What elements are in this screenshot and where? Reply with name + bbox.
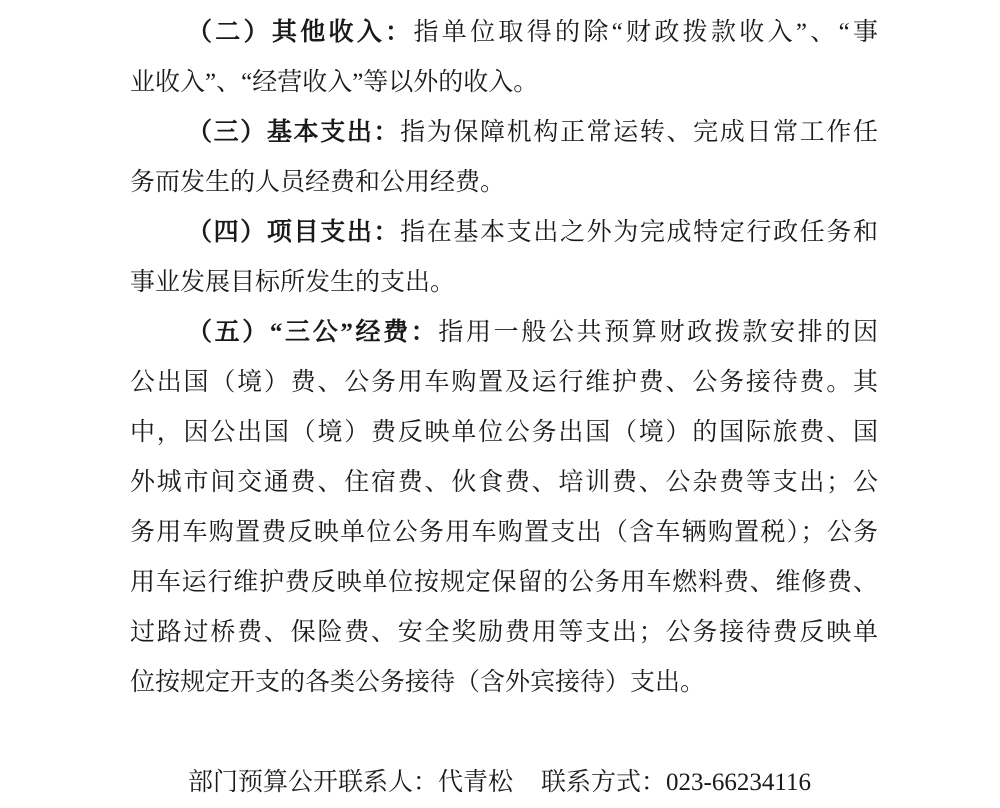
doc-line [130,8,878,58]
contact-line [130,758,878,808]
section-label-three-public-funds: （五）“三公”经费： [187,319,439,346]
phone-label: 联系方式： [541,769,667,796]
doc-line-text: 外城市间交通费、住宿费、伙食费、培训费、公杂费等支出；公 [130,469,878,496]
doc-line [130,408,878,458]
doc-line [130,208,878,258]
doc-line-text: 用车运行维护费反映单位按规定保留的公务用车燃料费、维修费、 [130,569,878,596]
doc-line [130,158,878,208]
doc-line [130,558,878,608]
doc-line-text: 过路过桥费、保险费、安全奖励费用等支出；公务接待费反映单 [130,619,878,646]
doc-line [130,608,878,658]
section-label-project-expenditure: （四）项目支出： [187,219,401,246]
doc-line [130,58,878,108]
doc-line-text: 务用车购置费反映单位公务用车购置支出（含车辆购置税）；公务 [130,519,878,546]
doc-line [130,308,878,358]
doc-line-text: 务而发生的人员经费和公用经费。 [130,169,506,196]
doc-line-text: 中，因公出国（境）费反映单位公务出国（境）的国际旅费、国 [130,419,878,446]
doc-line-text: 事业发展目标所发生的支出。 [130,269,456,296]
phone-number: 023-66234116 [666,769,811,796]
doc-line [130,458,878,508]
doc-line-text: 业收入”、“经营收入”等以外的收入。 [130,69,539,96]
doc-line-text: 位按规定开支的各类公务接待（含外宾接待）支出。 [130,669,706,696]
doc-line-text: 公出国（境）费、公务用车购置及运行维护费、公务接待费。其 [130,369,878,396]
contact-name: 代青松 [438,769,514,796]
doc-line-text: 指单位取得的除“财政拨款收入”、“事 [413,19,878,46]
blank-line [130,708,878,758]
doc-line [130,108,878,158]
doc-line [130,258,878,308]
doc-line [130,358,878,408]
doc-line-text: 指为保障机构正常运转、完成日常工作任 [400,119,878,146]
doc-line-text: 指在基本支出之外为完成特定行政任务和 [400,219,878,246]
section-label-other-income: （二）其他收入： [187,19,414,46]
text-block [130,8,878,808]
doc-line [130,508,878,558]
contact-label: 部门预算公开联系人： [188,769,439,796]
section-label-basic-expenditure: （三）基本支出： [187,119,401,146]
doc-line [130,658,878,708]
doc-line-text: 指用一般公共预算财政拨款安排的因 [438,319,878,346]
